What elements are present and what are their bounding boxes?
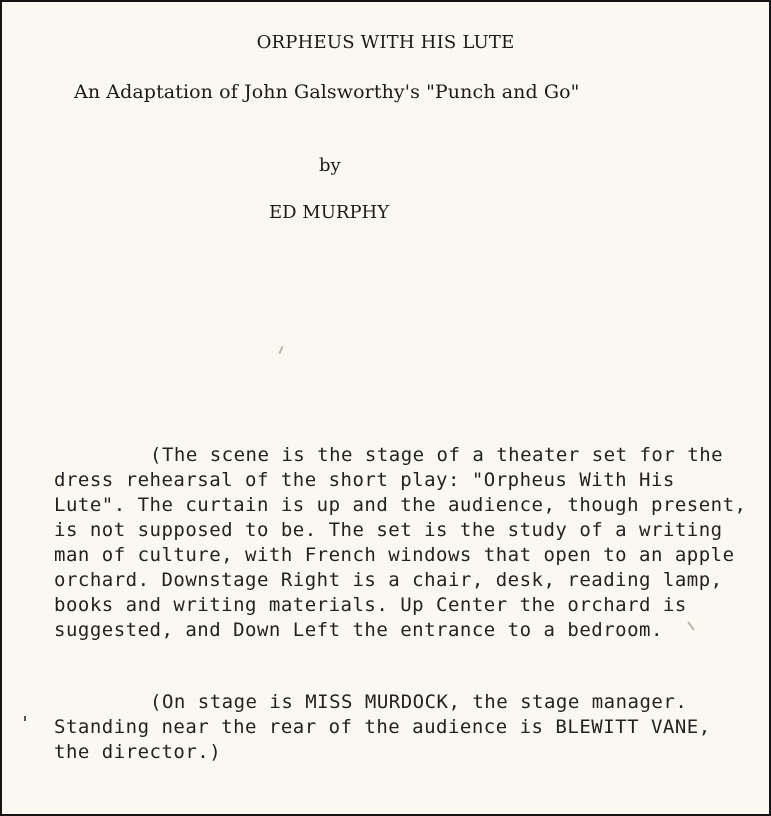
- document-title: ORPHEUS WITH HIS LUTE: [256, 32, 515, 53]
- document-subtitle: An Adaptation of John Galsworthy's "Punch and Go": [74, 81, 580, 103]
- stage-direction-line: the director.): [54, 741, 222, 763]
- stage-direction-line: is not supposed to be. The set is the study of a writing: [54, 519, 723, 541]
- stage-direction-line: Lute". The curtain is up and the audience, though present,: [54, 494, 747, 516]
- stage-direction-line: Standing near the rear of the audience is BLEWITT VANE,: [54, 716, 711, 738]
- stage-direction-line: (On stage is MISS MURDOCK, the stage manager.: [150, 691, 688, 713]
- stage-direction-line: man of culture, with French windows that open to an apple: [54, 544, 735, 566]
- stage-direction-line: dress rehearsal of the short play: "Orpheus With His: [54, 469, 675, 491]
- author-name: ED MURPHY: [269, 202, 390, 223]
- stage-direction-line: suggested, and Down Left the entrance to a bedroom.: [54, 619, 663, 641]
- paper-speck: [278, 346, 283, 354]
- stage-direction-line: (The scene is the stage of a theater set for the: [150, 444, 724, 466]
- paper-speck: [687, 621, 694, 630]
- byline: by: [319, 155, 341, 176]
- paper-speck: [24, 716, 26, 721]
- stage-direction-line: orchard. Downstage Right is a chair, desk, reading lamp,: [54, 569, 723, 591]
- stage-direction-line: books and writing materials. Up Center the orchard is: [54, 594, 687, 616]
